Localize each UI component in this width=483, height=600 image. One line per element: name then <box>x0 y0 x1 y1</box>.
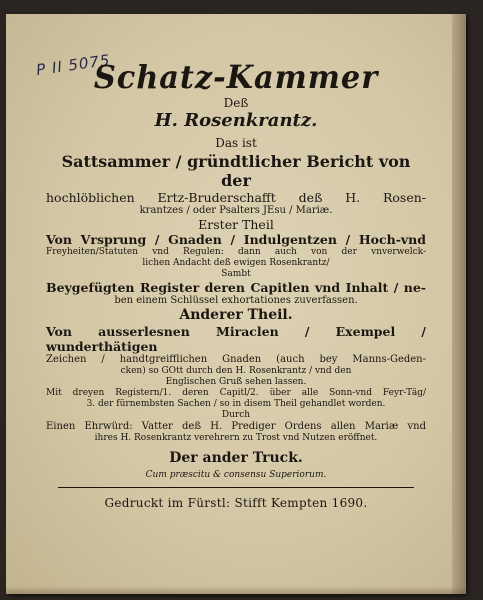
body-line-8: ben einem Schlüssel exhortationes zuverfassen. <box>114 295 358 306</box>
privilege-line: Cum præscitu & consensu Superiorum. <box>145 470 327 480</box>
body-line-1: Sattsammer / gründtlicher Bericht von der <box>61 152 411 190</box>
subtitle-rosenkrantz: H. Rosenkrantz. <box>154 110 318 131</box>
edition: Der ander Truck. <box>169 450 303 466</box>
handwritten-shelfmark: P II 5075 <box>35 50 112 80</box>
page-edge <box>6 586 466 594</box>
imprint: Gedruckt im Fürstl: Stifft Kempten 1690. <box>104 496 368 510</box>
body-line-13: Mit dreyen Registern/1. deren Capitl/2. über alle Sonn-vnd Feyr-Täg/ <box>46 388 426 398</box>
body-line-6: lichen Andacht deß ewigen Rosenkrantz/ <box>142 258 330 268</box>
body-line-4: Von Vrsprung / Gnaden / Indulgentzen / Hoch-vnd <box>46 232 426 247</box>
body-line-16: ihres H. Rosenkrantz verehrern zu Trost vnd Nutzen eröffnet. <box>94 433 378 443</box>
part-2-heading: Anderer Theil. <box>179 307 293 323</box>
part-1-heading: Erster Theil <box>198 217 274 232</box>
divider-rule <box>58 487 414 488</box>
body-line-9: Von ausserlesnen Miraclen / Exempel / wunderthätigen <box>46 324 426 354</box>
body-line-11: cken) so GOtt durch den H. Rosenkrantz / vnd den <box>120 366 352 376</box>
body-line-3: krantzes / oder Psalters JEsu / Mariæ. <box>139 205 333 216</box>
book-spine <box>452 14 466 594</box>
sambt: Sambt <box>221 269 251 279</box>
durch: Durch <box>221 410 251 420</box>
body-line-15: Einen Ehrwürd: Vatter deß H. Prediger Ordens allen Mariæ vnd <box>46 421 426 432</box>
body-line-2: hochlöblichen Ertz-Bruderschafft deß H. Rosen- <box>46 190 426 205</box>
body-line-12: Englischen Gruß sehen lassen. <box>165 377 307 387</box>
body-line-5: Freyheiten/Statuten vnd Regulen: dann auch von der vnverwelck- <box>46 247 426 257</box>
body-line-14: 3. der fürnembsten Sachen / so in disem Theil gehandlet worden. <box>86 399 386 409</box>
book-title: Schatz-Kammer <box>93 58 379 96</box>
book-page <box>6 14 466 594</box>
body-line-10: Zeichen / handtgreifflichen Gnaden (auch bey Manns-Geden- <box>46 354 426 365</box>
das-ist: Das ist <box>215 136 257 150</box>
subtitle-deß: Deß <box>223 96 249 110</box>
title-page-text <box>46 54 426 511</box>
body-line-7: Beygefügten Register deren Capitlen vnd Inhalt / ne- <box>46 280 426 295</box>
